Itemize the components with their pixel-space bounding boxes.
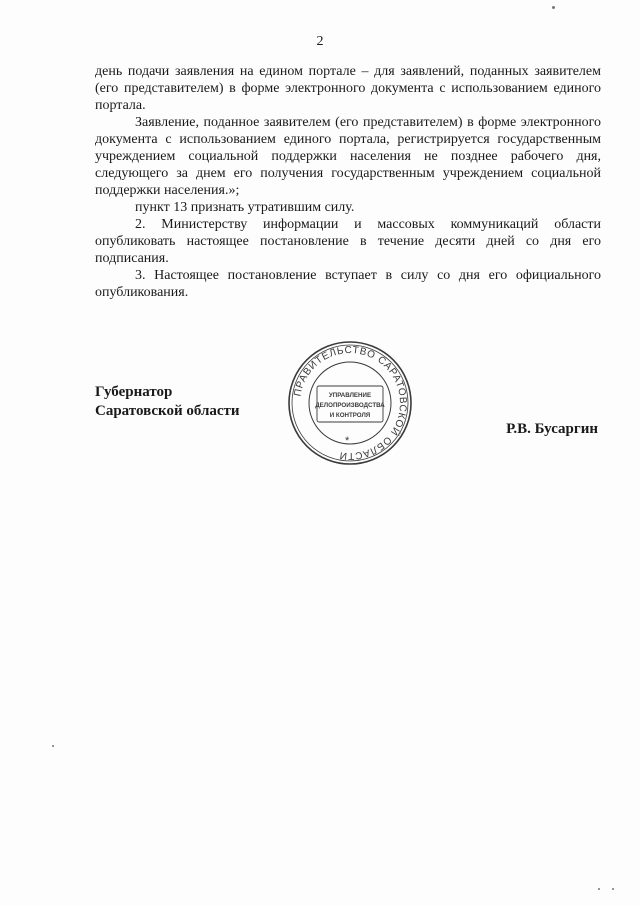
seal-ring-text: ПРАВИТЕЛЬСТВО САРАТОВСКОЙ ОБЛАСТИ (292, 344, 409, 462)
official-seal-stamp (287, 340, 413, 466)
paragraph-point-2: 2. Министерству информации и массовых коммуникаций области опубликовать настоящее постановление в течение десяти дней со дня его подписания. (95, 217, 601, 266)
scan-artifact (552, 6, 555, 9)
document-body (95, 63, 601, 301)
signatory-title-line-1: Губернатор (95, 384, 173, 400)
paragraph-point-3: 3. Настоящее постановление вступает в силу со дня его официального опубликования. (95, 268, 601, 300)
signatory-title (95, 383, 240, 421)
seal-star: * (345, 435, 350, 447)
paragraph-registration: Заявление, поданное заявителем (его представителем) в форме электронного документа с использованием единого портала, регистрируется государственным учреждением социальной поддержки населения не позднее рабочего дня, следующего за днем его получения государственным учреждением социальной поддержки населения.»; (95, 115, 601, 198)
scan-artifact (598, 888, 600, 890)
scan-artifact (612, 888, 614, 890)
scan-artifact (52, 745, 54, 747)
seal-center-line-1: УПРАВЛЕНИЕ (328, 392, 372, 399)
signatory-title-line-2: Саратовской области (95, 403, 240, 419)
seal-center-line-2: ДЕЛОПРОИЗВОДСТВА (315, 402, 385, 409)
signatory-name: Р.В. Бусаргин (506, 421, 598, 437)
seal-center-line-3: И КОНТРОЛЯ (329, 412, 371, 419)
paragraph-continuation: день подачи заявления на едином портале – для заявлений, поданных заявителем (его представителем) в форме электронного документа с использованием единого портала. (95, 64, 601, 113)
page-number: 2 (316, 34, 324, 49)
paragraph-item-13: пункт 13 признать утратившим силу. (135, 200, 355, 215)
